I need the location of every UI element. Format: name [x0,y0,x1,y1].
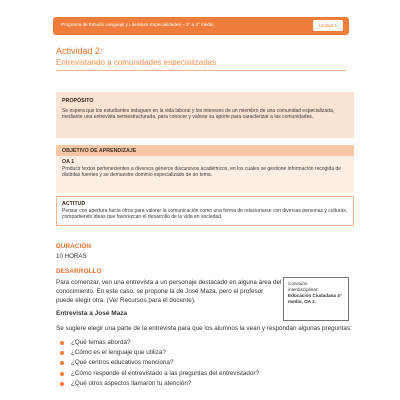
list-item [60,358,259,368]
header-bar [53,17,349,35]
title-divider [56,70,346,71]
question-text: ¿Qué otros aspectos llamaron tu atención? [71,379,192,387]
desarrollo-label: DESARROLLO [56,268,102,275]
bullet-icon [60,351,64,355]
list-item [60,379,259,389]
list-item [60,348,259,358]
objetivo-title: OBJETIVO DE APRENDIZAJE [62,148,137,154]
question-list [60,338,259,389]
activity-subtitle: Entrevistando a comunidades especializadas [56,58,217,67]
list-item [60,338,259,348]
program-title: Programa de Estudio Lenguaje y Literatura Especialidades – 3° a 4° medio [61,22,214,27]
conexion-line4: medio, OA 2. [288,299,316,304]
objetivo-code: OA 1 [62,159,75,165]
objetivo-box [56,145,354,193]
actitud-box [56,196,354,226]
proposito-box [56,92,354,138]
duracion-label: DURACIÓN [56,243,92,250]
bullet-icon [60,382,64,386]
bullet-icon [60,341,64,345]
question-text: ¿Qué temas aborda? [71,339,131,346]
duracion-value: 10 HORAS [56,253,87,260]
conexion-box [283,277,349,321]
bullet-icon [60,361,64,365]
actitud-title: ACTITUD [62,201,86,207]
bullet-icon [60,372,64,376]
proposito-text: Se espera que los estudiantes indaguen en la vida laboral y los intereses de un miembro de una comunidad especializada, mediante una entrevista semiestructurada, para conocer y valorar su aporte para caracterizar a las comunidades. [62,108,335,121]
conexion-line3: Educación Ciudadana 4° [288,293,342,298]
question-text: ¿Qué centros educativos menciona? [71,359,174,367]
conexion-line2: interdisciplinar: [288,287,319,292]
list-item [60,369,259,379]
activity-title: Actividad 2: [56,46,103,56]
conexion-line1: Conexión [288,281,308,286]
unit-badge: Unidad 1 [313,20,343,31]
entrevista-heading: Entrevista a José Maza [56,310,128,317]
question-text: ¿Cómo es el lenguaje que utiliza? [71,349,166,357]
desarrollo-text: Para comenzar, ven una entrevista a un personaje destacado en alguna área del conocimiento. En este caso, se propone la de José Maza, pero el profesor puede elegir otra. (Ver Recursos para el docente). [56,279,282,304]
question-text: ¿Cómo responde el entrevistado a las preguntas del entrevistador? [71,369,259,377]
entrevista-intro: Se sugiere elegir una parte de la entrevista para que los alumnos la vean y respondan algunas preguntas: [56,325,352,332]
actitud-text: Pensar con apertura hacia otros para valorar la comunicación como una forma de relacionarse con diversas personas y culturas, compartiendo ideas que favorezcan el desarrollo de la vida en sociedad. [62,208,348,221]
objetivo-text: Producir textos pertenecientes a diversos géneros discursivos académicos, en los cuales se gestione información recogida de distintas fuentes y se demuestre dominio especializado de un tema. [62,166,342,179]
proposito-title: PROPÓSITO [62,98,94,104]
